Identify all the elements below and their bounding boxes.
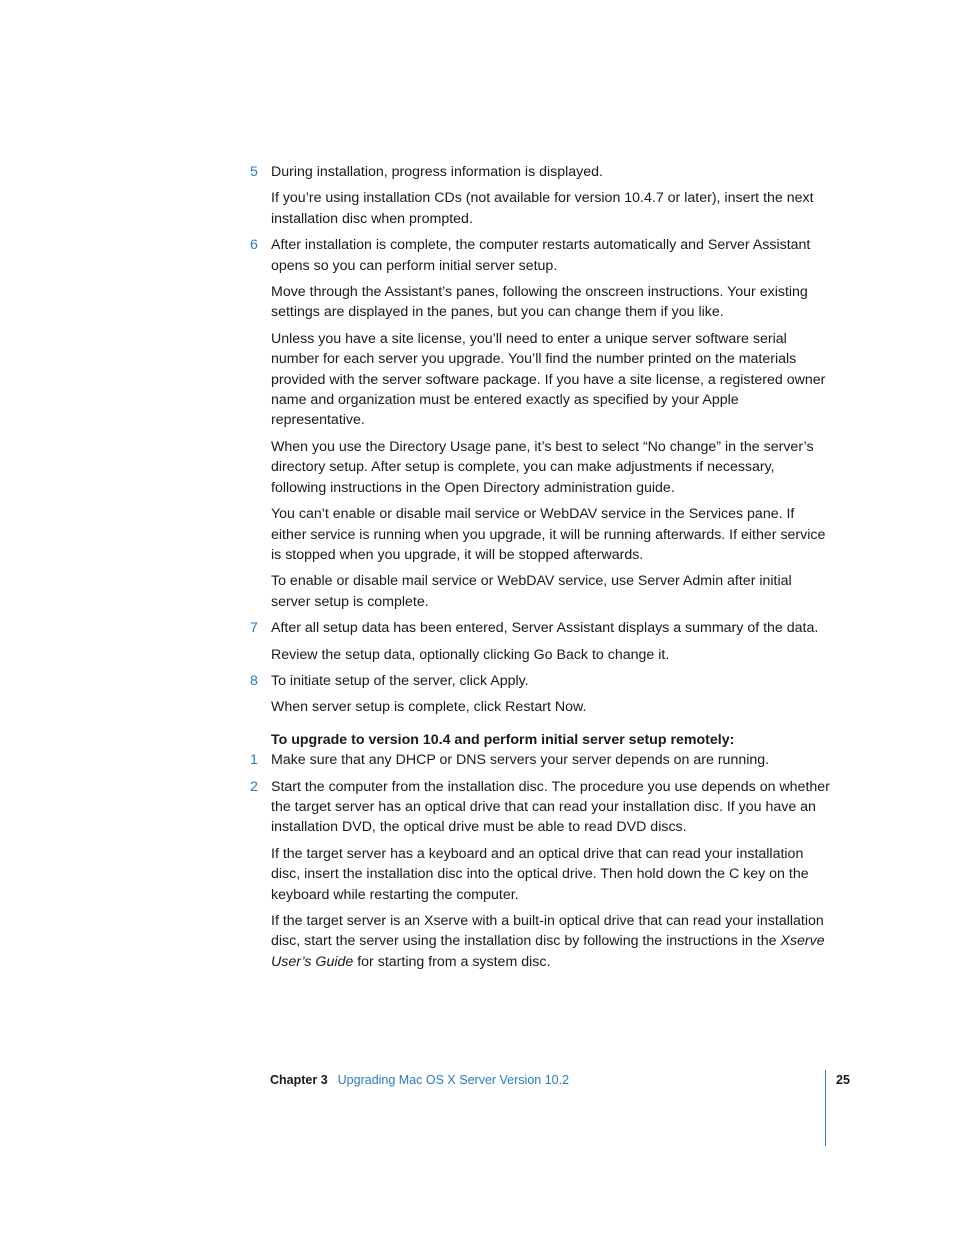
footer-rule: [825, 1070, 826, 1146]
page-body: [250, 162, 830, 978]
step-text: After all setup data has been entered, Server Assistant displays a summary of the data.: [271, 620, 819, 637]
paragraph-text: If the target server has a keyboard and an optical drive that can read your installation disc, insert the installation disc into the optical drive. Then hold down the C key on the keyboard while restarting the computer.: [271, 845, 809, 903]
page-number: 25: [836, 1073, 850, 1087]
step-5: [250, 162, 830, 182]
step-6: [250, 235, 830, 276]
paragraph-text: When you use the Directory Usage pane, it’s best to select “No change” in the server’s directory setup. After setup is complete, you can make adjustments if necessary, following instructions in the Open Directory administration guide.: [271, 438, 814, 496]
paragraph-text: Unless you have a site license, you’ll need to enter a unique server software serial number for each server you upgrade. You’ll find the number printed on the materials provided with the server software package. If you have a site license, a registered owner name and organization must be entered exactly as specified by your Apple representative.: [271, 330, 826, 429]
step-text: Make sure that any DHCP or DNS servers your server depends on are running.: [271, 752, 770, 769]
paragraph: [250, 697, 830, 717]
chapter-label: Chapter 3: [270, 1073, 328, 1087]
paragraph: [250, 645, 830, 665]
procedure-heading: To upgrade to version 10.4 and perform initial server setup remotely:: [271, 731, 735, 748]
paragraph: [250, 437, 830, 498]
paragraph: [250, 844, 830, 905]
page-footer: [270, 1071, 569, 1089]
paragraph-text: Move through the Assistant’s panes, following the onscreen instructions. Your existing settings are displayed in the panes, but you can change them if you like.: [271, 284, 808, 321]
step-number: 5: [250, 164, 258, 180]
step-8: [250, 671, 830, 691]
paragraph: [250, 504, 830, 565]
paragraph-text: Review the setup data, optionally clicking Go Back to change it.: [271, 646, 670, 663]
step-7: [250, 618, 830, 638]
paragraph-text: If you’re using installation CDs (not available for version 10.4.7 or later), insert the next installation disc when prompted.: [271, 190, 814, 227]
step-2: [250, 777, 830, 838]
guide-title: Xserve User’s Guide: [271, 933, 825, 970]
paragraph: [250, 329, 830, 431]
step-number: 8: [250, 672, 258, 689]
step-text: To initiate setup of the server, click Apply.: [271, 672, 529, 689]
paragraph: [250, 188, 830, 229]
paragraph: [250, 911, 830, 972]
chapter-title: Upgrading Mac OS X Server Version 10.2: [337, 1073, 570, 1087]
paragraph: [250, 571, 830, 612]
paragraph-text: You can’t enable or disable mail service or WebDAV service in the Services pane. If either service is running when you upgrade, it will be running afterwards. If either service is stopped when you upgrade, it will be stopped afterwards.: [271, 506, 826, 563]
step-number: 1: [250, 752, 258, 769]
step-number: 7: [250, 620, 258, 637]
text-run: If the target server is an Xserve with a built-in optical drive that can read your installation disc, start the server using the installation disc by following the instructions in the: [271, 913, 824, 950]
step-text: After installation is complete, the computer restarts automatically and Server Assistant opens so you can perform initial server setup.: [271, 237, 811, 274]
step-text: During installation, progress information is displayed.: [271, 164, 603, 180]
step-1: [250, 750, 830, 770]
paragraph: [250, 282, 830, 323]
paragraph-text: [271, 911, 830, 972]
paragraph-text: To enable or disable mail service or WebDAV service, use Server Admin after initial server setup is complete.: [271, 573, 792, 610]
text-run: for starting from a system disc.: [353, 953, 551, 970]
paragraph-text: When server setup is complete, click Restart Now.: [271, 699, 587, 716]
step-number: 2: [250, 778, 258, 795]
step-text: Start the computer from the installation disc. The procedure you use depends on whether the target server has an optical drive that can read your installation disc. If you have an installation DVD, the optical drive must be able to read DVD discs.: [271, 778, 830, 836]
step-number: 6: [250, 237, 258, 254]
